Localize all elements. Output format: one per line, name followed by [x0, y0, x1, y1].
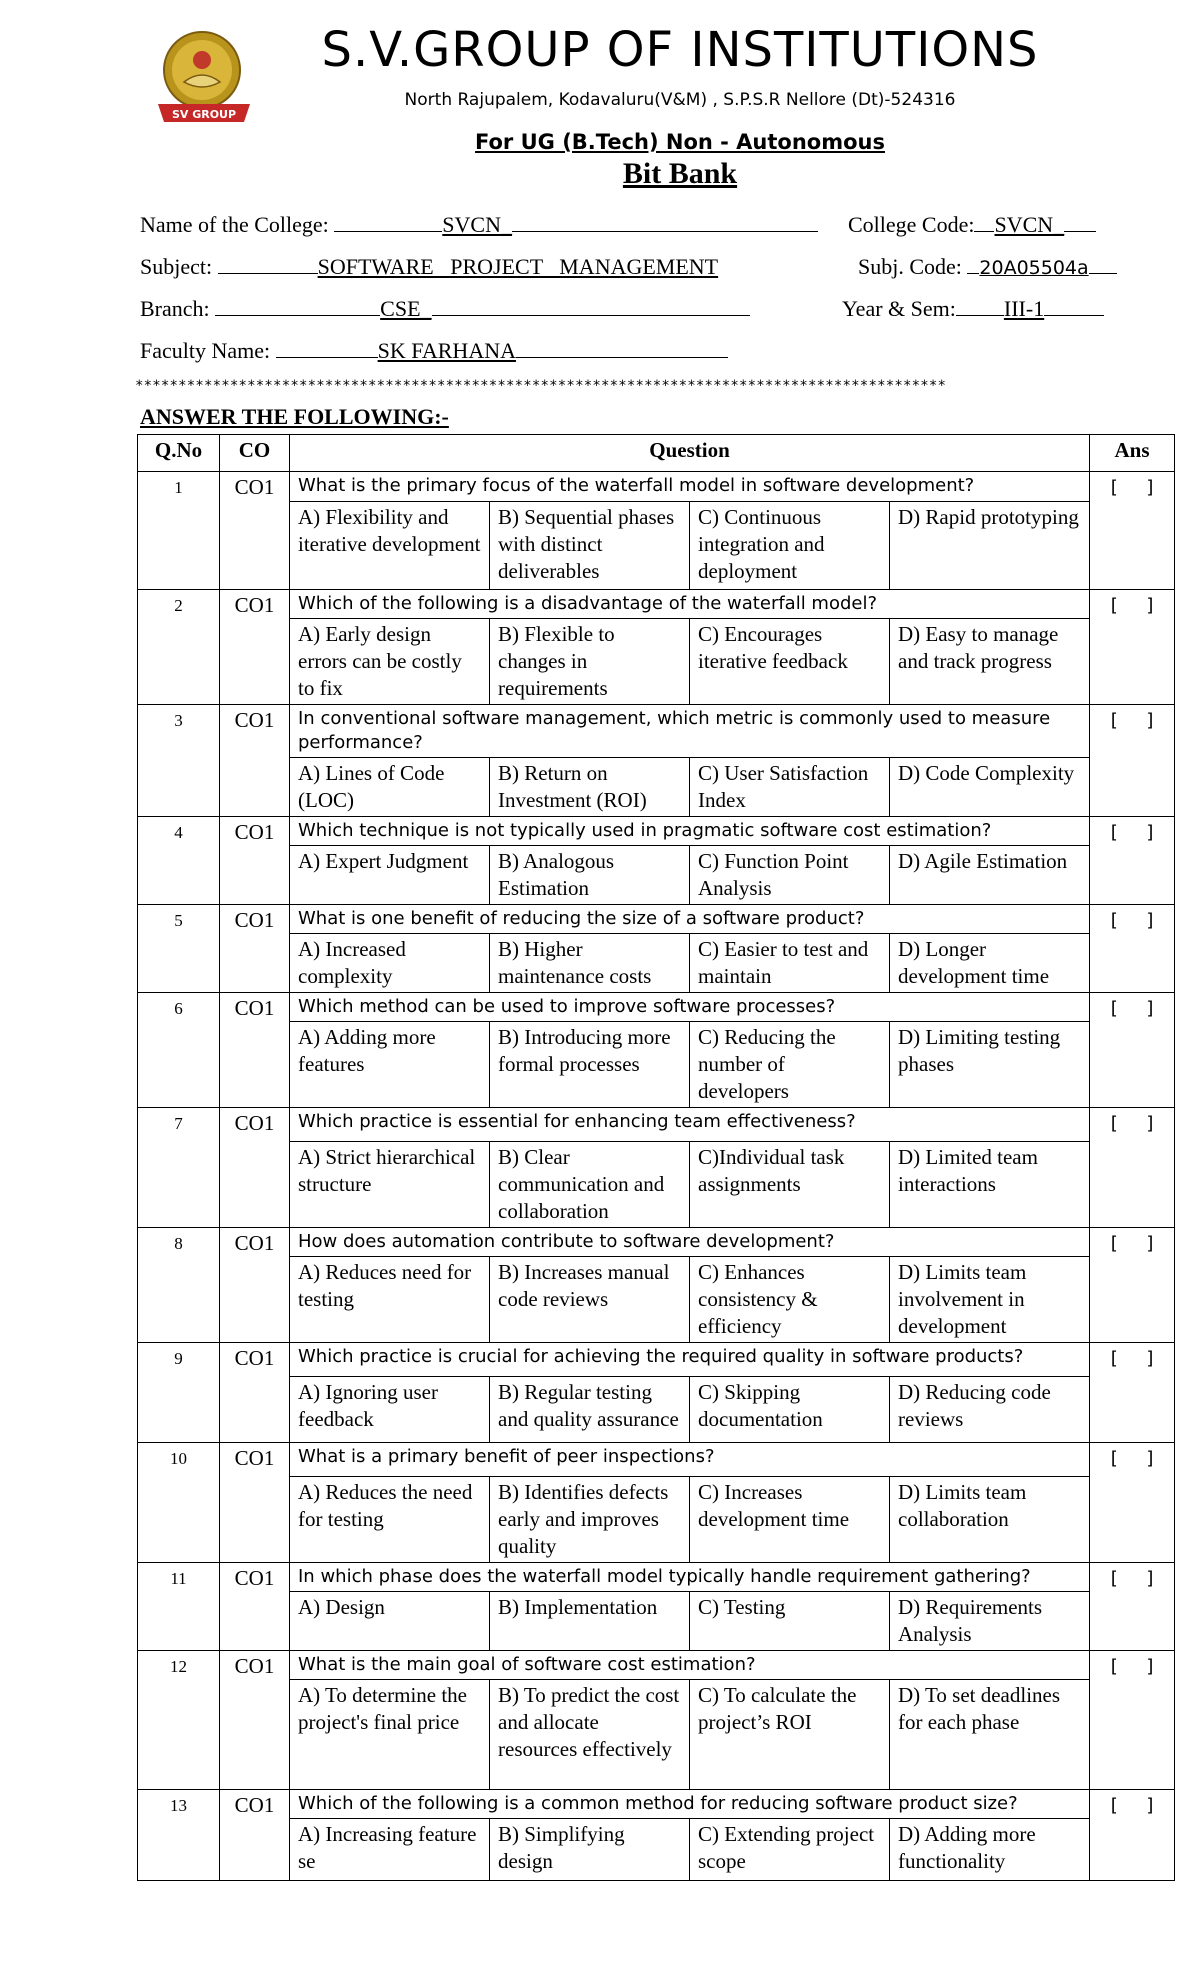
- option-c: C) Function Point Analysis: [690, 846, 890, 905]
- option-d: D) Adding more functionality: [890, 1819, 1090, 1881]
- answer-box: [ ]: [1090, 472, 1175, 590]
- header-co: CO: [220, 435, 290, 472]
- option-c: C) Testing: [690, 1592, 890, 1651]
- course-outcome: CO1: [220, 705, 290, 817]
- question-row: [138, 817, 1175, 846]
- question-row: [138, 1343, 1175, 1377]
- question-table: [137, 434, 1175, 1881]
- question-number: 12: [138, 1651, 220, 1790]
- option-c: C) User Satisfaction Index: [690, 758, 890, 817]
- option-d: D) Agile Estimation: [890, 846, 1090, 905]
- answer-box: [ ]: [1090, 1443, 1175, 1563]
- question-row: [138, 472, 1175, 502]
- question-text: In conventional software management, which metric is commonly used to measure performance?: [290, 705, 1090, 758]
- question-text: What is a primary benefit of peer inspections?: [290, 1443, 1090, 1477]
- option-d: D) Limiting testing phases: [890, 1022, 1090, 1108]
- option-b: B) Introducing more formal processes: [490, 1022, 690, 1108]
- options-row: [138, 1819, 1175, 1881]
- option-b: B) Increases manual code reviews: [490, 1257, 690, 1343]
- question-text: Which technique is not typically used in pragmatic software cost estimation?: [290, 817, 1090, 846]
- answer-box: [ ]: [1090, 590, 1175, 705]
- year-sem-label: Year & Sem:: [842, 296, 956, 321]
- subject-field: [140, 254, 718, 280]
- answer-box: [ ]: [1090, 817, 1175, 905]
- question-text: Which method can be used to improve software processes?: [290, 993, 1090, 1022]
- question-text: In which phase does the waterfall model typically handle requirement gathering?: [290, 1563, 1090, 1592]
- question-number: 2: [138, 590, 220, 705]
- options-row: [138, 1477, 1175, 1563]
- question-text: Which of the following is a common method for reducing software product size?: [290, 1790, 1090, 1819]
- separator-line: **********************************************************************************************: [135, 378, 947, 394]
- course-outcome: CO1: [220, 1790, 290, 1881]
- question-row: [138, 590, 1175, 619]
- option-c: C) Skipping documentation: [690, 1377, 890, 1443]
- table-header-row: [138, 435, 1175, 472]
- options-row: [138, 1142, 1175, 1228]
- answer-box: [ ]: [1090, 993, 1175, 1108]
- faculty-label: Faculty Name:: [140, 338, 271, 363]
- section-heading: ANSWER THE FOLLOWING:-: [140, 404, 449, 429]
- option-b: B) Return on Investment (ROI): [490, 758, 690, 817]
- college-code-value: SVCN_: [994, 212, 1065, 237]
- header-question: Question: [290, 435, 1090, 472]
- answer-box: [ ]: [1090, 1651, 1175, 1790]
- options-row: [138, 846, 1175, 905]
- course-outcome: CO1: [220, 817, 290, 905]
- option-c: C) Increases development time: [690, 1477, 890, 1563]
- option-b: B) Analogous Estimation: [490, 846, 690, 905]
- option-a: A) Early design errors can be costly to fix: [290, 619, 490, 705]
- course-outcome: CO1: [220, 1343, 290, 1443]
- option-d: D) Easy to manage and track progress: [890, 619, 1090, 705]
- course-outcome: CO1: [220, 1563, 290, 1651]
- answer-box: [ ]: [1090, 1108, 1175, 1228]
- option-b: B) To predict the cost and allocate resources effectively: [490, 1680, 690, 1790]
- question-number: 1: [138, 472, 220, 590]
- branch-label: Branch:: [140, 296, 210, 321]
- question-row: [138, 1563, 1175, 1592]
- option-a: A) Increased complexity: [290, 934, 490, 993]
- options-row: [138, 1680, 1175, 1790]
- question-text: What is one benefit of reducing the size of a software product?: [290, 905, 1090, 934]
- option-a: A) To determine the project's final price: [290, 1680, 490, 1790]
- question-row: [138, 1651, 1175, 1680]
- question-row: [138, 1228, 1175, 1257]
- options-row: [138, 1377, 1175, 1443]
- option-d: D) Reducing code reviews: [890, 1377, 1090, 1443]
- option-a: A) Expert Judgment: [290, 846, 490, 905]
- option-c: C) Extending project scope: [690, 1819, 890, 1881]
- option-a: A) Strict hierarchical structure: [290, 1142, 490, 1228]
- question-row: [138, 905, 1175, 934]
- options-row: [138, 619, 1175, 705]
- answer-box: [ ]: [1090, 1228, 1175, 1343]
- question-number: 7: [138, 1108, 220, 1228]
- college-code-label: College Code:: [848, 212, 975, 237]
- answer-box: [ ]: [1090, 1790, 1175, 1881]
- question-number: 5: [138, 905, 220, 993]
- subject-code-label: Subj. Code:: [858, 254, 962, 279]
- question-row: [138, 1108, 1175, 1142]
- answer-box: [ ]: [1090, 705, 1175, 817]
- branch-value: CSE_: [380, 296, 432, 321]
- course-outcome: CO1: [220, 905, 290, 993]
- option-b: B) Regular testing and quality assurance: [490, 1377, 690, 1443]
- college-code-field: [848, 212, 1096, 238]
- program-line: For UG (B.Tech) Non - Autonomous: [475, 130, 885, 154]
- option-b: B) Simplifying design: [490, 1819, 690, 1881]
- question-number: 13: [138, 1790, 220, 1881]
- option-c: C) Encourages iterative feedback: [690, 619, 890, 705]
- header-ans: Ans: [1090, 435, 1175, 472]
- option-b: B) Clear communication and collaboration: [490, 1142, 690, 1228]
- document-title: Bit Bank: [622, 157, 738, 190]
- option-d: D) Limits team collaboration: [890, 1477, 1090, 1563]
- option-d: D) Limited team interactions: [890, 1142, 1090, 1228]
- subject-label: Subject:: [140, 254, 213, 279]
- answer-box: [ ]: [1090, 1343, 1175, 1443]
- branch-field: [140, 296, 750, 322]
- year-sem-field: [842, 296, 1104, 322]
- option-a: A) Lines of Code (LOC): [290, 758, 490, 817]
- institution-logo: [150, 30, 260, 130]
- option-b: B) Flexible to changes in requirements: [490, 619, 690, 705]
- question-row: [138, 1443, 1175, 1477]
- question-number: 11: [138, 1563, 220, 1651]
- option-b: B) Higher maintenance costs: [490, 934, 690, 993]
- question-number: 4: [138, 817, 220, 905]
- subject-value: SOFTWARE PROJECT MANAGEMENT: [317, 254, 719, 279]
- institution-address: North Rajupalem, Kodavaluru(V&M) , S.P.S.R Nellore (Dt)-524316: [404, 90, 956, 110]
- options-row: [138, 758, 1175, 817]
- logo-text: SV GROUP: [171, 108, 237, 121]
- subject-code-value: 20A05504a: [979, 257, 1089, 279]
- answer-box: [ ]: [1090, 905, 1175, 993]
- question-number: 9: [138, 1343, 220, 1443]
- options-row: [138, 1592, 1175, 1651]
- option-c: C) Enhances consistency & efficiency: [690, 1257, 890, 1343]
- option-d: D) Code Complexity: [890, 758, 1090, 817]
- option-c: C) To calculate the project’s ROI: [690, 1680, 890, 1790]
- college-name-field: [140, 212, 818, 238]
- option-d: D) Rapid prototyping: [890, 502, 1090, 590]
- option-c: C) Easier to test and maintain: [690, 934, 890, 993]
- course-outcome: CO1: [220, 472, 290, 590]
- option-d: D) Limits team involvement in development: [890, 1257, 1090, 1343]
- options-row: [138, 502, 1175, 590]
- faculty-field: [140, 338, 728, 364]
- question-row: [138, 1790, 1175, 1819]
- options-row: [138, 934, 1175, 993]
- options-row: [138, 1022, 1175, 1108]
- course-outcome: CO1: [220, 590, 290, 705]
- option-c: C)Individual task assignments: [690, 1142, 890, 1228]
- option-b: B) Sequential phases with distinct deliverables: [490, 502, 690, 590]
- option-d: D) Longer development time: [890, 934, 1090, 993]
- option-d: D) To set deadlines for each phase: [890, 1680, 1090, 1790]
- question-row: [138, 993, 1175, 1022]
- option-a: A) Ignoring user feedback: [290, 1377, 490, 1443]
- faculty-value: SK FARHANA: [377, 338, 516, 363]
- question-text: Which of the following is a disadvantage of the waterfall model?: [290, 590, 1090, 619]
- question-text: What is the main goal of software cost estimation?: [290, 1651, 1090, 1680]
- option-a: A) Reduces need for testing: [290, 1257, 490, 1343]
- course-outcome: CO1: [220, 993, 290, 1108]
- option-b: B) Identifies defects early and improves quality: [490, 1477, 690, 1563]
- answer-box: [ ]: [1090, 1563, 1175, 1651]
- college-name-label: Name of the College:: [140, 212, 329, 237]
- question-text: What is the primary focus of the waterfall model in software development?: [290, 472, 1090, 502]
- question-number: 3: [138, 705, 220, 817]
- question-text: Which practice is essential for enhancing team effectiveness?: [290, 1108, 1090, 1142]
- institution-name: S.V.GROUP OF INSTITUTIONS: [321, 22, 1039, 78]
- course-outcome: CO1: [220, 1108, 290, 1228]
- option-a: A) Design: [290, 1592, 490, 1651]
- header-qno: Q.No: [138, 435, 220, 472]
- year-sem-value: III-1: [1003, 296, 1045, 321]
- option-a: A) Reduces the need for testing: [290, 1477, 490, 1563]
- option-d: D) Requirements Analysis: [890, 1592, 1090, 1651]
- question-number: 6: [138, 993, 220, 1108]
- option-b: B) Implementation: [490, 1592, 690, 1651]
- course-outcome: CO1: [220, 1651, 290, 1790]
- subject-code-field: [858, 254, 1117, 280]
- question-text: How does automation contribute to software development?: [290, 1228, 1090, 1257]
- option-a: A) Adding more features: [290, 1022, 490, 1108]
- question-number: 8: [138, 1228, 220, 1343]
- option-a: A) Increasing feature se: [290, 1819, 490, 1881]
- question-row: [138, 705, 1175, 758]
- options-row: [138, 1257, 1175, 1343]
- question-text: Which practice is crucial for achieving the required quality in software products?: [290, 1343, 1090, 1377]
- option-c: C) Reducing the number of developers: [690, 1022, 890, 1108]
- option-c: C) Continuous integration and deployment: [690, 502, 890, 590]
- course-outcome: CO1: [220, 1443, 290, 1563]
- course-outcome: CO1: [220, 1228, 290, 1343]
- college-name-value: SVCN_: [442, 212, 512, 237]
- question-number: 10: [138, 1443, 220, 1563]
- option-a: A) Flexibility and iterative development: [290, 502, 490, 590]
